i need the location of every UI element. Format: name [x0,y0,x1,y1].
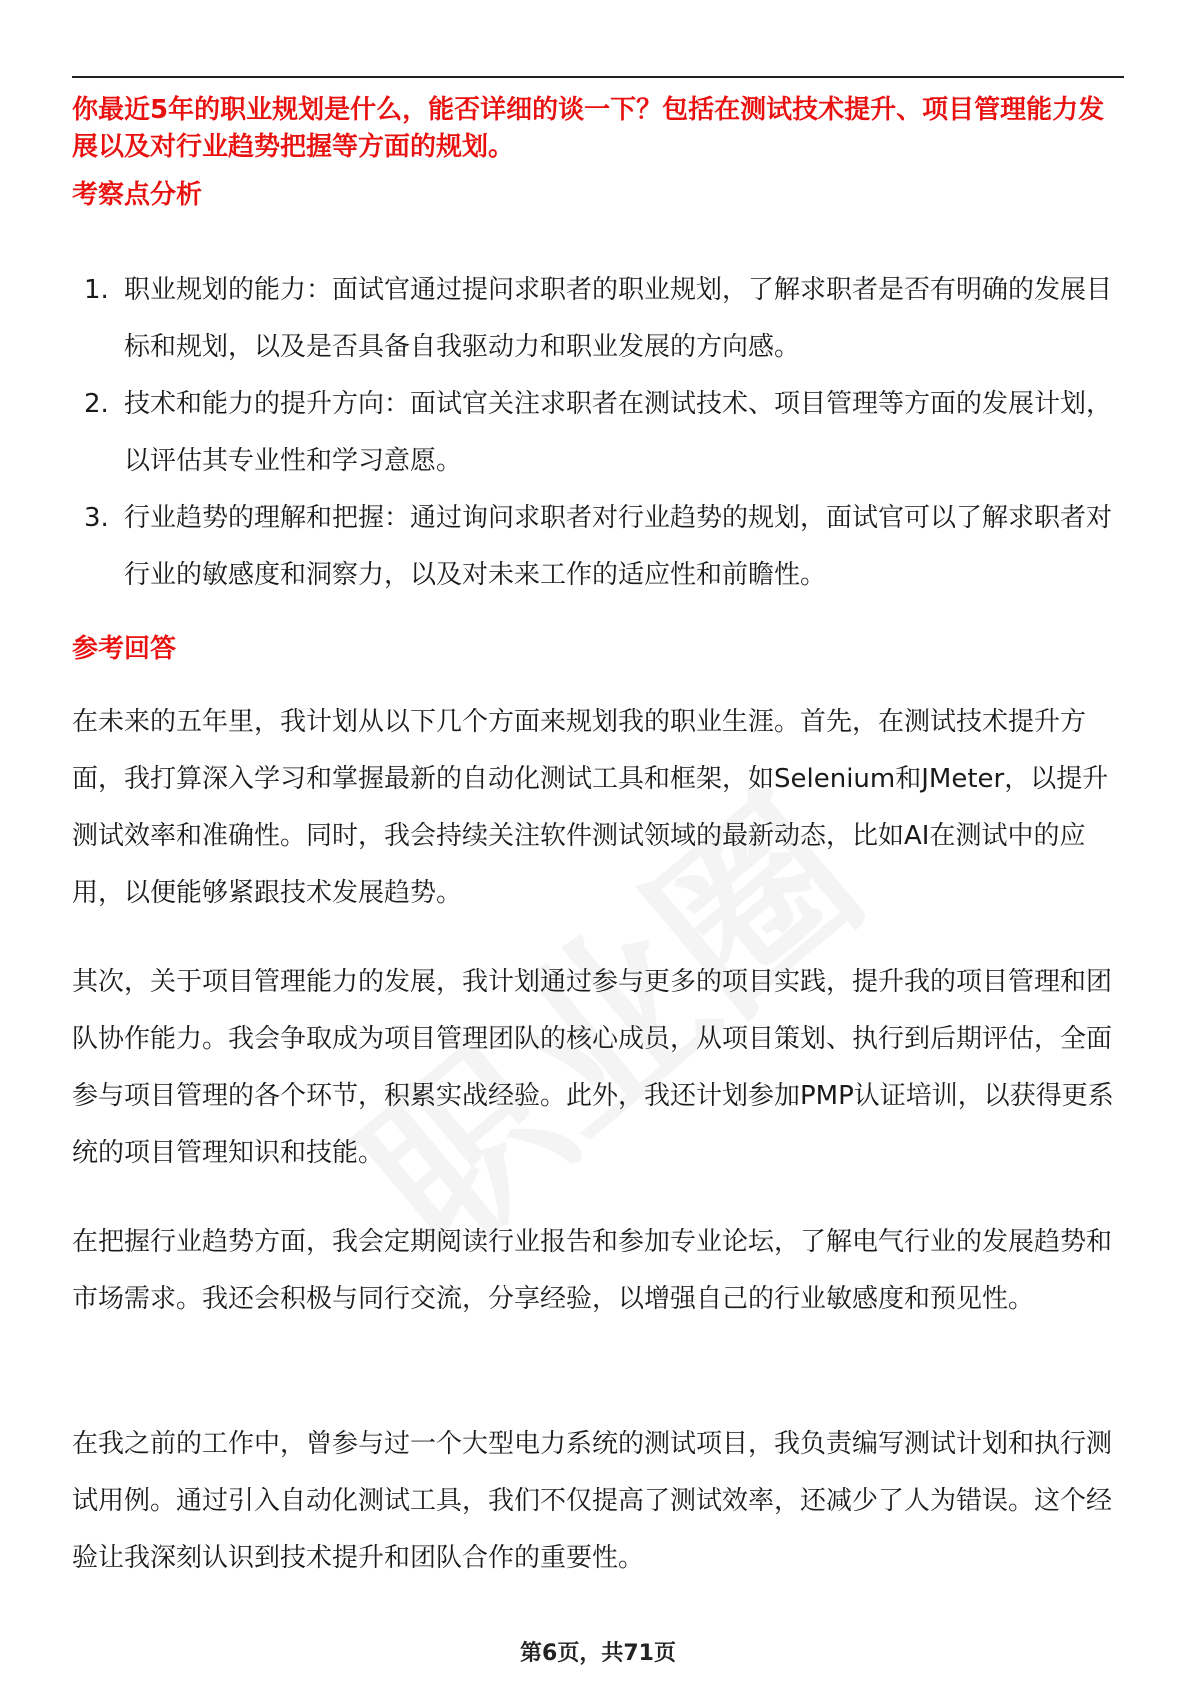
answer-paragraph: 在我之前的工作中，曾参与过一个大型电力系统的测试项目，我负责编写测试计划和执行测试用例。通过引入自动化测试工具，我们不仅提高了测试效率，还减少了人为错误。这个经验让我深刻认识到技术提升和团队合作的重要性。 [72,1429,1113,1573]
answer-paragraph: 在把握行业趋势方面，我会定期阅读行业报告和参加专业论坛，了解电气行业的发展趋势和市场需求。我还会积极与同行交流，分享经验，以增强自己的行业敏感度和预见性。 [72,1227,1113,1314]
top-divider [72,76,1124,78]
list-number: 3. [84,503,109,533]
answer-paragraph: 其次，关于项目管理能力的发展，我计划通过参与更多的项目实践，提升我的项目管理和团队协作能力。我会争取成为项目管理团队的核心成员，从项目策划、执行到后期评估，全面参与项目管理的各个环节，积累实战经验。此外，我还计划参加PMP认证培训，以获得更系统的项目管理知识和技能。 [72,967,1114,1168]
list-item [72,490,1124,604]
list-item [72,262,1124,376]
answer-paragraph: 在未来的五年里，我计划从以下几个方面来规划我的职业生涯。首先，在测试技术提升方面，我打算深入学习和掌握最新的自动化测试工具和框架，如Selenium和JMeter，以提升测试效率和准确性。同时，我会持续关注软件测试领域的最新动态，比如AI在测试中的应用，以便能够紧跟技术发展趋势。 [72,707,1109,908]
list-number: 2. [84,389,109,419]
list-text: 职业规划的能力：面试官通过提问求职者的职业规划，了解求职者是否有明确的发展目标和规划，以及是否具备自我驱动力和职业发展的方向感。 [124,275,1113,362]
answer-heading: 参考回答 [72,634,177,664]
list-number: 1. [84,275,109,305]
list-text: 行业趋势的理解和把握：通过询问求职者对行业趋势的规划，面试官可以了解求职者对行业的敏感度和洞察力，以及对未来工作的适应性和前瞻性。 [124,503,1113,590]
page-number: 第6页，共71页 [520,1641,676,1666]
analysis-heading: 考察点分析 [72,180,203,210]
question-title: 你最近5年的职业规划是什么，能否详细的谈一下？包括在测试技术提升、项目管理能力发展以及对行业趋势把握等方面的规划。 [72,95,1105,162]
analysis-list [72,262,1124,604]
list-text: 技术和能力的提升方向：面试官关注求职者在测试技术、项目管理等方面的发展计划，以评估其专业性和学习意愿。 [124,389,1113,476]
document-page [72,0,1124,1684]
list-item [72,376,1124,490]
